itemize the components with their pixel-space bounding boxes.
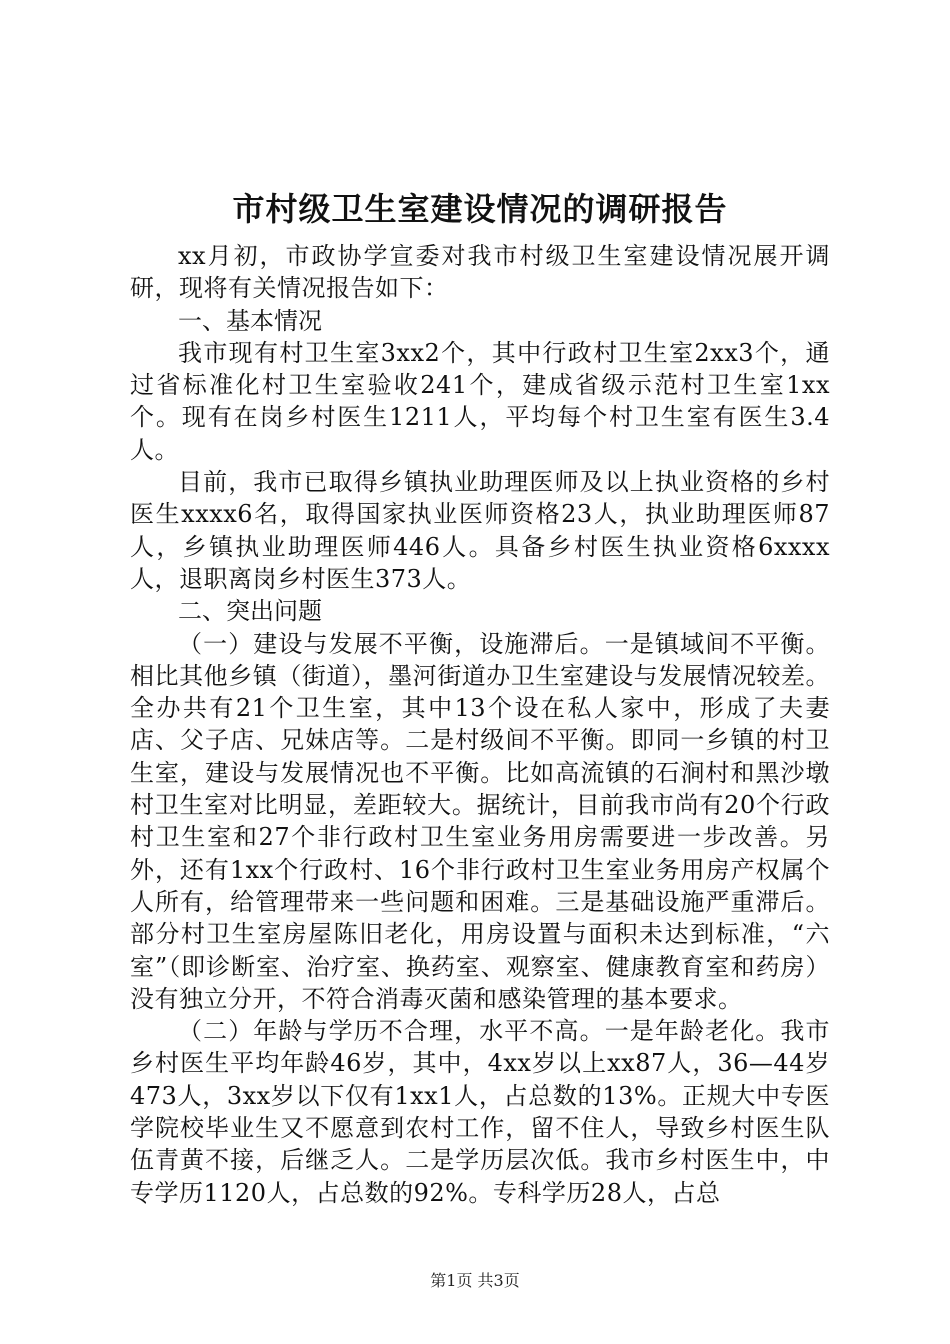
document-title: 市村级卫生室建设情况的调研报告: [232, 190, 728, 228]
section-heading-basic: 一、基本情况: [178, 306, 322, 335]
paragraph-qualifications: 目前，我市已取得乡镇执业助理医师及以上执业资格的乡村医生xxxx6名，取得国家执业医师资格23人，执业助理医师87人，乡镇执业助理医师446人。具备乡村医生执业资格6xxxx人，退职离岗乡村医生373人。: [130, 468, 830, 593]
paragraph-issue-two: （二）年龄与学历不合理，水平不高。一是年龄老化。我市乡村医生平均年龄46岁，其中，4xx岁以上xx87人，36—44岁473人，3xx岁以下仅有1xx1人，占总数的13%。正规大中专医学院校毕业生又不愿意到农村工作，留不住人，导致乡村医生队伍青黄不接，后继乏人。二是学历层次低。我市乡村医生中，中专学历1120人，占总数的92%。专科学历28人，占总: [130, 1017, 830, 1207]
intro-paragraph: xx月初，市政协学宣委对我市村级卫生室建设情况展开调研，现将有关情况报告如下：: [130, 242, 830, 303]
paragraph-issue-one: （一）建设与发展不平衡，设施滞后。一是镇域间不平衡。相比其他乡镇（街道），墨河街道办卫生室建设与发展情况较差。全办共有21个卫生室，其中13个设在私人家中，形成了夫妻店、父子店、兄妹店等。二是村级间不平衡。即同一乡镇的村卫生室，建设与发展情况也不平衡。比如高流镇的石涧村和黑沙墩村卫生室对比明显，差距较大。据统计，目前我市尚有20个行政村卫生室和27个非行政村卫生室业务用房需要进一步改善。另外，还有1xx个行政村、16个非行政村卫生室业务用房产权属个人所有，给管理带来一些问题和困难。三是基础设施严重滞后。部分村卫生室房屋陈旧老化，用房设置与面积未达到标准，“六室”（即诊断室、治疗室、换药室、观察室、健康教育室和药房）没有独立分开，不符合消毒灭菌和感染管理的基本要求。: [130, 629, 830, 1013]
section-heading-issues: 二、突出问题: [178, 597, 322, 626]
paragraph-basic-stats: 我市现有村卫生室3xx2个，其中行政村卫生室2xx3个，通过省标准化村卫生室验收241个，建成省级示范村卫生室1xx个。现有在岗乡村医生1211人，平均每个村卫生室有医生3.4人。: [130, 338, 830, 464]
page-footer: 第1页 共3页: [430, 1271, 520, 1290]
document-body: [130, 186, 830, 1209]
